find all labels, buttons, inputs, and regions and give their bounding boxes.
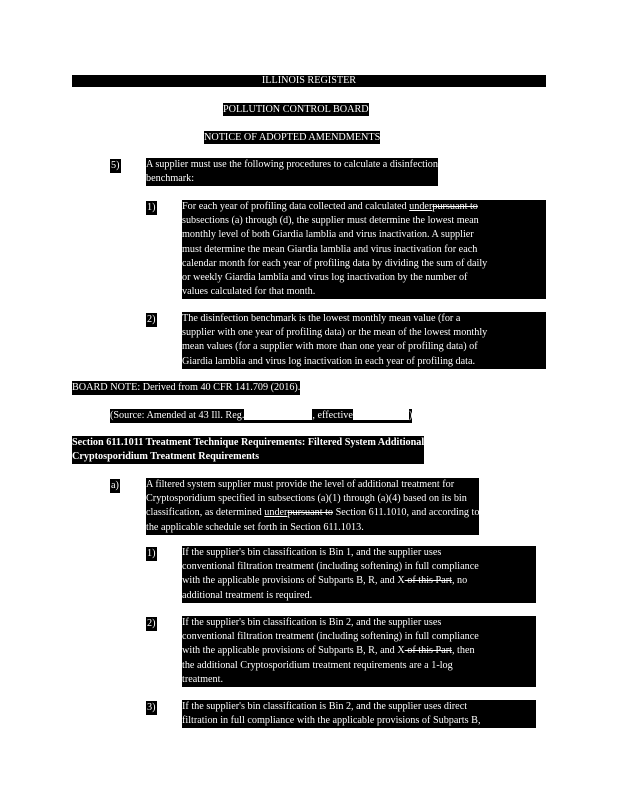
paragraph-item-a-3: If the supplier's bin classification is Bin 2, and the supplier uses direct filtration in full compliance with the applicable provisions of Subparts B, — [182, 700, 536, 728]
section-heading: Section 611.1011 Treatment Technique Requirements: Filtered System Additional Cryptosporidium Treatment Requirements — [72, 436, 424, 464]
board-note: BOARD NOTE: Derived from 40 CFR 141.709 (2016). — [72, 381, 300, 395]
register-title: ILLINOIS REGISTER — [261, 75, 357, 86]
paragraph-item-5-1: For each year of profiling data collected and calculated underpursuant to subsections (a) through (d), the supplier must determine the lowest mean monthly level of both Giardia lamblia and virus inactivation. A supplier must determine the mean Giardia lamblia and virus inactivation for each calendar month for each year of profiling data by dividing the sum of daily or weekly Giardia lamblia and virus log inactivation by the number of values calculated for that month. — [182, 200, 546, 299]
item-number: a) — [111, 480, 119, 491]
source-note: (Source: Amended at 43 Ill. Reg. , effective ) — [110, 409, 412, 423]
board-name: POLLUTION CONTROL BOARD — [223, 104, 369, 115]
item-number: 2) — [147, 314, 156, 325]
register-header — [72, 75, 546, 87]
item-number: 5) — [111, 160, 120, 171]
item-number: 1) — [147, 548, 156, 559]
item-number: 3) — [147, 702, 156, 713]
item-number: 1) — [147, 202, 156, 213]
paragraph-item-5: A supplier must use the following procedures to calculate a disinfection benchmark: — [146, 158, 438, 186]
notice-title: NOTICE OF ADOPTED AMENDMENTS — [204, 132, 381, 143]
blank-effective-date — [353, 409, 409, 420]
item-number: 2) — [147, 618, 156, 629]
blank-register-citation — [244, 409, 312, 420]
paragraph-item-a: A filtered system supplier must provide the level of additional treatment for Cryptosporidium specified in subsections (a)(1) through (a)(4) based on its bin classification, as determined underpursuant to Section 611.1010, and according to the applicable schedule set forth in Section 611.1013. — [146, 478, 479, 535]
paragraph-item-a-2: If the supplier's bin classification is Bin 2, and the supplier uses conventional filtration treatment (including softening) in full compliance with the applicable provisions of Subparts B, R, and X of this Part, then the additional Cryptosporidium treatment requirements are a 1-log treatment. — [182, 616, 536, 687]
paragraph-item-a-1: If the supplier's bin classification is Bin 1, and the supplier uses conventional filtration treatment (including softening) in full compliance with the applicable provisions of Subparts B, R, and X of this Part, no additional treatment is required. — [182, 546, 536, 603]
paragraph-item-5-2: The disinfection benchmark is the lowest monthly mean value (for a supplier with one year of profiling data) or the mean of the lowest monthly mean values (for a supplier with more than one year of profiling data) of Giardia lamblia and virus log inactivation in each year of profiling data. — [182, 312, 546, 369]
